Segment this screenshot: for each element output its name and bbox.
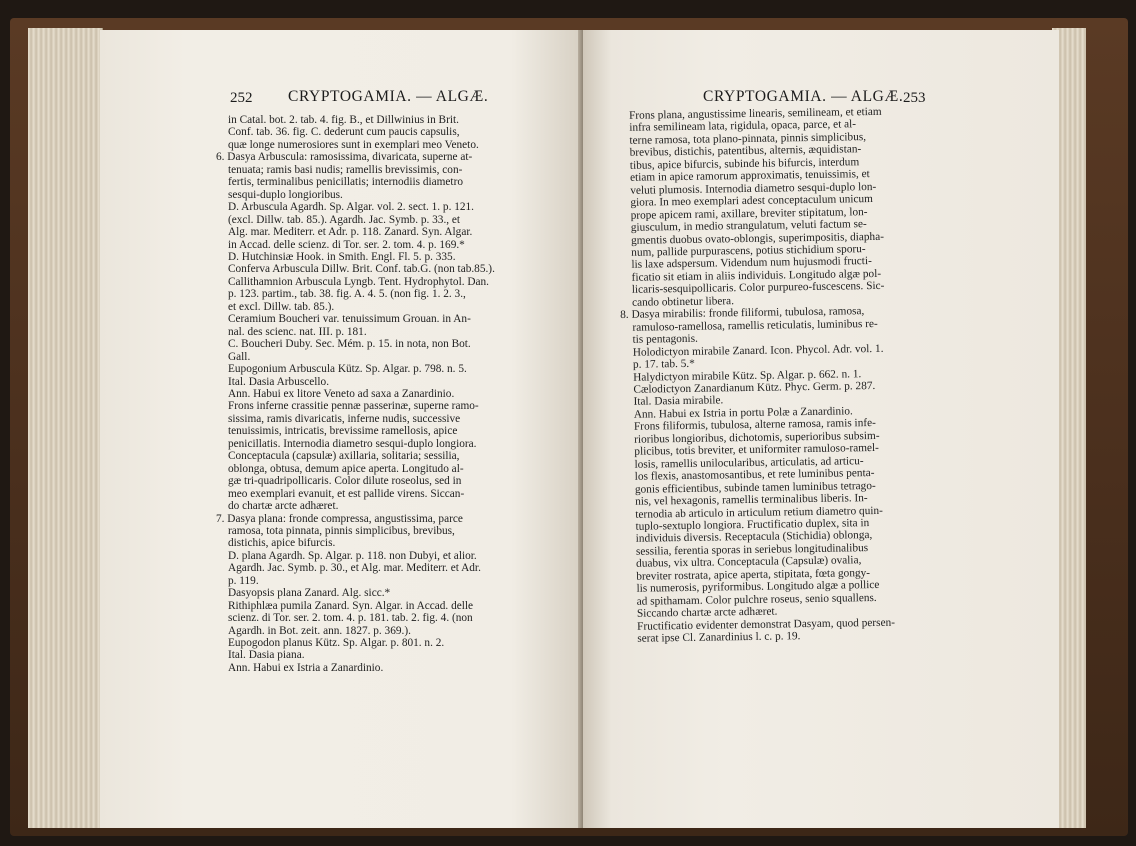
synonym-line: Gall.: [228, 350, 251, 363]
text-line: in Catal. bot. 2. tab. 4. fig. B., et Dillwinius in Brit.: [228, 114, 459, 126]
description-line: ternodia ab articulo in articulum retium diametro quin-: [635, 504, 883, 521]
source-note: Ann. Habui ex Istria a Zanardinio.: [228, 661, 384, 674]
description-line: veluti plumosis. Internodia diametro sesqui-duplo lon-: [630, 180, 877, 197]
description-line: do chartæ arcte adhæret.: [228, 500, 339, 513]
description-line: num, pallide purpurascens, potius stichidium sporu-: [631, 243, 866, 259]
page-number: 253: [903, 90, 926, 106]
synonym-line: scienz. di Tor. ser. 2. tom. 4. p. 181. tab. 2. fig. 4. (non: [228, 612, 473, 625]
description-line: Frons filiformis, tubulosa, alterne ramosa, ramis infe-: [633, 417, 876, 434]
description-line: gonis efficientibus, subinde tamen luminibus tetrago-: [634, 479, 876, 496]
synonym-line: p. 119.: [228, 574, 259, 587]
description-line: nis, vel hexagonis, ramellis terminalibus liberis. In-: [635, 492, 868, 508]
species-heading: 6. Dasya Arbuscula: ramosissima, divaricata, superne at-: [216, 151, 473, 164]
species-heading: 7. Dasya plana: fronde compressa, angustissima, parce: [216, 512, 463, 525]
description-line: ficatio sit etiam in aliis individuis. Longitudo algæ pol-: [631, 267, 882, 284]
running-title: CRYPTOGAMIA. — ALGÆ.: [703, 88, 904, 105]
description-line: gæ tri-quadripollicaris. Color dilute roseolus, sed in: [228, 475, 462, 488]
synonym-line: D. Arbuscula Agardh. Sp. Algar. vol. 2. sect. 1. p. 121.: [228, 201, 474, 214]
description-line: lis numerosis, pyriformibus. Longitudo algæ a pollice: [636, 579, 880, 595]
conclusion-line: Fructificatio evidenter demonstrat Dasyam, quod persen-: [637, 616, 896, 633]
description-line: ad spithamam. Color pulchre roseus, senio squallens.: [636, 591, 877, 608]
description-line: licaris-sesquipollicaris. Color purpureo-fuscescens. Sic-: [631, 280, 885, 297]
synonym-line: Agardh. Jac. Symb. p. 30., et Alg. mar. Mediterr. et Adr.: [228, 562, 481, 575]
description-line: individuis diversis. Receptacula (Stichidia) oblonga,: [635, 529, 873, 546]
description-line: meo exemplari evanuit, et est pallide virens. Siccan-: [228, 487, 465, 500]
italian-name: Ital. Dasia Arbuscello.: [228, 375, 330, 388]
left-page-header: [230, 88, 584, 114]
description-line: prope apicem rami, axillare, breviter stipitatum, lon-: [630, 205, 868, 222]
synonym-line: Eupogodon planus Kütz. Sp. Algar. p. 801. n. 2.: [228, 637, 445, 650]
description-line: sessilia, ferentia sporas in seriebus longitudinalibus: [635, 541, 869, 558]
synonym-line: Conferva Arbuscula Dillw. Brit. Conf. tab.G. (non tab.85.).: [228, 263, 495, 276]
synonym-line: nal. des scienc. nat. III. p. 181.: [228, 325, 367, 338]
description-line: Conceptacula (capsulæ) axillaria, solitaria; sessilia,: [228, 450, 460, 463]
italian-name: Ital. Dasia mirabile.: [633, 394, 724, 409]
source-note: Ann. Habui ex litore Veneto ad saxa a Zanardinio.: [228, 387, 455, 400]
description-line: los flexis, anastomosantibus, et rete luminibus penta-: [634, 467, 875, 483]
page-edges-left: [28, 28, 103, 828]
description-line: rioribus longioribus, dichotomis, superioribus subsim-: [634, 429, 880, 446]
description-line: giusculum, in medio strangulatum, veluti factum se-: [630, 218, 867, 234]
description-line: sissima, ramis divaricatis, inferne nudis, successive: [228, 412, 461, 425]
text-line: ramosa, tota pinnata, pinnis simplicibus, brevibus,: [228, 524, 455, 537]
description-line: Frons inferne crassitie pennæ passerinæ, superne ramo-: [228, 400, 479, 413]
synonym-line: C. Boucheri Duby. Sec. Mém. p. 15. in nota, non Bot.: [228, 338, 471, 351]
synonym-line: Alg. mar. Mediterr. et Adr. p. 118. Zanard. Syn. Algar.: [228, 226, 473, 239]
text-line: quæ longe numerosiores sunt in exemplari meo Veneto.: [228, 138, 479, 151]
text-line: tis pentagonis.: [632, 332, 698, 346]
left-page: [100, 30, 584, 828]
text-line: tenuata; ramis basi nudis; ramellis brevissimis, con-: [228, 163, 463, 176]
left-page-text: [216, 114, 556, 674]
synonym-line: Eupogonium Arbuscula Kütz. Sp. Algar. p. 798. n. 5.: [228, 363, 467, 376]
page-number: 252: [230, 90, 253, 106]
description-line: giora. In meo exemplari adest conceptaculum unicum: [630, 193, 874, 209]
source-note: Ann. Habui ex Istria in portu Polæ a Zanardinio.: [633, 405, 853, 421]
synonym-line: D. Hutchinsiæ Hook. in Smith. Engl. Fl. 5. p. 335.: [228, 250, 456, 263]
synonym-line: Halydictyon mirabile Kütz. Sp. Algar. p. 662. n. 1.: [633, 367, 862, 384]
text-line: Conf. tab. 36. fig. C. dederunt cum paucis capsulis,: [228, 126, 460, 139]
description-line: brevibus, distichis, patentibus, alternis, æquidistan-: [629, 143, 862, 160]
text-line: fertis, terminalibus penicillatis; internodiis diametro: [228, 176, 463, 189]
synonym-line: (excl. Dillw. tab. 85.). Agardh. Jac. Symb. p. 33., et: [228, 213, 461, 226]
synonym-line: Rithiphlæa pumila Zanard. Syn. Algar. in Accad. delle: [228, 599, 474, 612]
synonym-line: Ceramium Boucheri var. tenuissimum Grouan. in An-: [228, 313, 471, 326]
italian-name: Ital. Dasia piana.: [228, 649, 305, 662]
description-line: tuplo-sextuplo longiora. Fructificatio duplex, sita in: [635, 517, 870, 533]
text-line: distichis, apice bifurcis.: [228, 537, 336, 550]
description-line: gmentis duobus ovato-oblongis, superimpositis, diapha-: [630, 230, 885, 247]
description-line: plicibus, totis breviter, et uniformiter ramuloso-ramel-: [634, 442, 880, 459]
conclusion-line: serat ipse Cl. Zanardinius l. c. p. 19.: [637, 630, 801, 645]
description-line: cando obtinetur libera.: [631, 294, 735, 309]
right-page-text: [617, 104, 977, 645]
description-line: oblonga, obtusa, demum apice aperta. Longitudo al-: [228, 462, 464, 475]
synonym-line: Dasyopsis plana Zanard. Alg. sicc.*: [228, 587, 391, 600]
synonym-line: D. plana Agardh. Sp. Algar. p. 118. non Dubyi, et alior.: [228, 549, 477, 562]
synonym-line: Holodictyon mirabile Zanard. Icon. Phycol. Adr. vol. 1.: [632, 342, 884, 359]
synonym-line: et excl. Dillw. tab. 85.).: [228, 300, 335, 313]
synonym-line: Cælodictyon Zanardianum Kütz. Phyc. Germ. p. 287.: [633, 379, 876, 396]
description-line: tenuissimis, intricatis, brevissime ramellosis, apice: [228, 425, 458, 438]
running-title: CRYPTOGAMIA. — ALGÆ.: [288, 88, 489, 105]
description-line: lis laxe adspersum. Videndum num hujusmodi fructi-: [631, 255, 872, 272]
description-line: losis, ramellis unilocularibus, articulatis, ad articu-: [634, 454, 864, 471]
synonym-line: Agardh. in Bot. zeit. ann. 1827. p. 369.).: [228, 624, 411, 637]
description-line: etiam in apice ramorum approximatis, tenuissimis, et: [629, 168, 870, 185]
synonym-line: p. 123. partim., tab. 38. fig. A. 4. 5. (non fig. 1. 2. 3.,: [228, 288, 466, 301]
text-line: ramuloso-ramellosa, ramellis reticulatis, luminibus re-: [632, 317, 878, 334]
description-line: breviter rostrata, apice aperta, stipitata, fœta gongy-: [636, 566, 871, 583]
synonym-line: in Accad. delle scienz. di Tor. ser. 2. tom. 4. p. 169.*: [228, 238, 465, 251]
description-line: Frons plana, angustissime linearis, semilineam, et etiam: [628, 105, 882, 122]
synonym-line: Callithamnion Arbuscula Lyngb. Tent. Hydrophytol. Dan.: [228, 275, 489, 288]
species-heading: 8. Dasya mirabilis: fronde filiformi, tubulosa, ramosa,: [620, 305, 865, 322]
description-line: Siccando chartæ arcte adhæret.: [636, 605, 778, 620]
synonym-line: p. 17. tab. 5.*: [632, 357, 695, 371]
description-line: infra semilineam lata, rigidula, opaca, parce, et al-: [629, 118, 857, 135]
right-page: [583, 30, 1059, 828]
description-line: terne ramosa, tota plano-pinnata, pinnis simplicibus,: [629, 130, 867, 147]
description-line: tibus, apice bifurcis, subinde his bifurcis, interdum: [629, 156, 860, 172]
description-line: duabus, vix ultra. Conceptacula (Capsulæ) ovalia,: [636, 554, 862, 571]
text-line: sesqui-duplo longioribus.: [228, 188, 343, 201]
description-line: penicillatis. Internodia diametro sesqui-duplo longiora.: [228, 437, 477, 450]
